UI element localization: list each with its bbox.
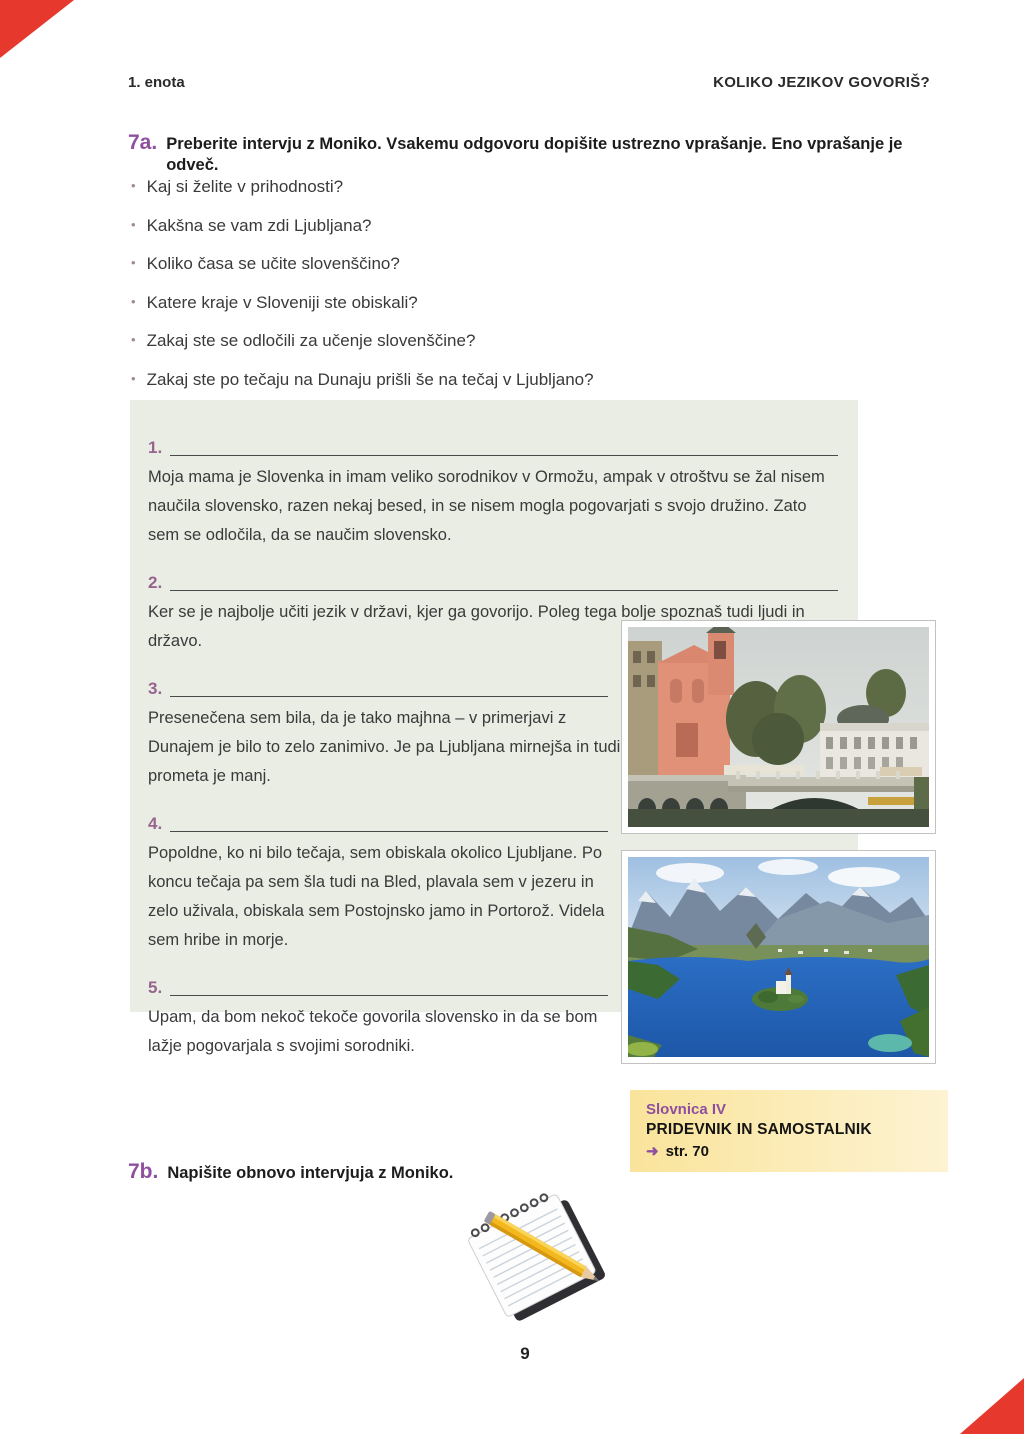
grammar-page-number: str. 70	[665, 1143, 709, 1160]
answer-blank-line-3[interactable]	[170, 681, 608, 697]
page-title: KOLIKO JEZIKOV GOVORIŠ?	[713, 74, 930, 91]
answer-text-4: Popoldne, ko ni bilo tečaja, sem obiskala okolico Ljubljane. Po koncu tečaja pa sem šla tudi na Bled, plavala sem v jezeru in zelo uživala, obiskala sem Postojnsko jamo in Portorož. Videla sem hribe in morje.	[148, 844, 605, 949]
question-text: Kakšna se vam zdi Ljubljana?	[146, 215, 372, 235]
unit-label: 1. enota	[128, 74, 185, 91]
answer-number: 5.	[148, 978, 163, 997]
answer-text-5: Upam, da bom nekoč tekoče govorila slovensko in da se bom lažje pogovarjala s svojimi sorodniki.	[148, 1008, 598, 1055]
notepad-pencil-illustration	[450, 1186, 610, 1322]
question-item	[131, 292, 791, 314]
question-text: Zakaj ste po tečaju na Dunaju prišli še na tečaj v Ljubljano?	[146, 369, 594, 389]
bullet-icon: •	[131, 293, 136, 309]
grammar-topic: PRIDEVNIK IN SAMOSTALNIK	[646, 1121, 872, 1138]
page-number: 9	[520, 1344, 530, 1363]
answer-blank-row-1	[148, 434, 838, 456]
bullet-icon: •	[131, 332, 136, 347]
question-item	[131, 253, 791, 275]
bullet-icon: •	[131, 255, 136, 270]
answer-number: 2.	[148, 573, 163, 592]
answer-text-3: Presenečena sem bila, da je tako majhna – v primerjavi z Dunajem je bilo to zelo zanimivo. Je pa Ljubljana mirnejša in tudi prometa je manj.	[148, 709, 621, 785]
answer-number: 1.	[148, 438, 163, 457]
exercise-7b-number: 7b.	[128, 1160, 159, 1183]
lake-bled-photo	[622, 851, 935, 1063]
answer-number: 3.	[148, 679, 163, 698]
corner-decoration-bottom-right	[960, 1378, 1024, 1434]
grammar-series-label: Slovnica IV	[646, 1101, 727, 1118]
answer-blank-line-5[interactable]	[170, 980, 608, 996]
exercise-7a-number: 7a.	[128, 131, 158, 154]
bullet-icon: •	[131, 216, 136, 232]
question-item	[131, 215, 791, 237]
exercise-7b-instruction: Napišite obnovo intervjuja z Moniko.	[167, 1164, 454, 1182]
question-item	[131, 176, 791, 198]
exercise-7a-heading	[128, 131, 918, 175]
grammar-page-ref	[646, 1142, 934, 1160]
exercise-7b-heading	[128, 1160, 728, 1184]
question-item	[131, 330, 791, 352]
question-text: Kaj si želite v prihodnosti?	[146, 177, 344, 196]
answer-text-2: Ker se je najbolje učiti jezik v državi, kjer ga govorijo. Poleg tega bolje spoznaš tudi ljudi in državo.	[148, 603, 805, 650]
arrow-right-icon: ➜	[646, 1143, 659, 1160]
question-list	[131, 176, 791, 407]
corner-decoration-top-left	[0, 0, 74, 58]
bullet-icon: •	[131, 370, 136, 386]
exercise-7a-instruction: Preberite intervju z Moniko. Vsakemu odgovoru dopišite ustrezno vprašanje. Eno vprašanje je odveč.	[166, 135, 903, 174]
question-text: Zakaj ste se odločili za učenje slovenščine?	[146, 331, 476, 350]
answer-blank-line-4[interactable]	[170, 816, 608, 832]
question-text: Katere kraje v Sloveniji ste obiskali?	[146, 292, 418, 312]
question-item	[131, 369, 791, 391]
answer-blank-row-2	[148, 569, 838, 591]
answer-number: 4.	[148, 814, 163, 833]
bullet-icon: •	[131, 178, 136, 193]
answer-text-1: Moja mama je Slovenka in imam veliko sorodnikov v Ormožu, ampak v otroštvu se žal nisem naučila slovensko, razen nekaj besed, in se nisem mogla pogovarjati s svojo družino. Zato sem se odločila, da se naučim slovensko.	[148, 468, 825, 544]
ljubljana-bridge-photo	[622, 621, 935, 833]
question-text: Koliko časa se učite slovenščino?	[146, 254, 400, 273]
answer-blank-line-1[interactable]	[170, 440, 838, 456]
answer-blank-line-2[interactable]	[170, 575, 838, 591]
